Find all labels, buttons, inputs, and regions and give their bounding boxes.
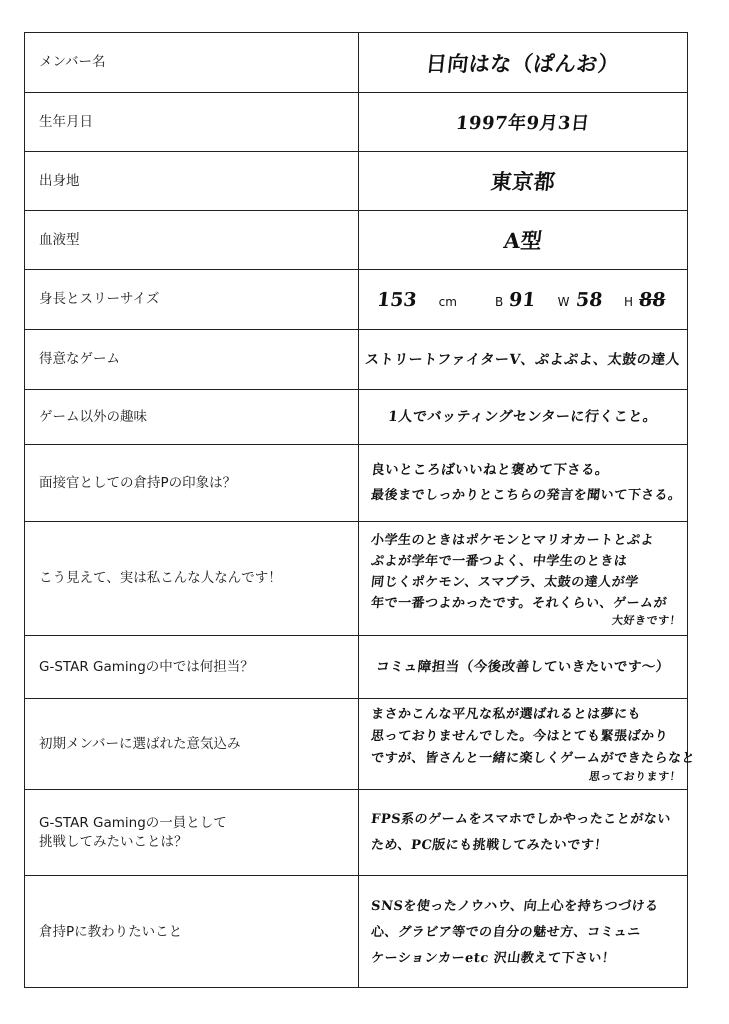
label-hobby: ゲーム以外の趣味	[39, 408, 147, 425]
answer-birthday	[365, 93, 681, 151]
enthusiasm-line-4: 思っております！	[588, 770, 682, 783]
handwritten-role: コミュ障担当（今後改善していきたいです～）	[375, 659, 671, 675]
row-measurements	[25, 269, 687, 329]
row-birthday	[25, 92, 687, 151]
handwritten-favorite-games: ストリートファイターV、ぷよぷよ、太鼓の達人	[364, 351, 682, 368]
bust-label: B	[494, 294, 504, 309]
waist-value: 58	[574, 288, 604, 311]
learn-line-3: ケーションカーetc 沢山教えて下さい！	[370, 950, 617, 966]
handwritten-hometown: 東京都	[489, 169, 557, 194]
label-blood-type: 血液型	[39, 231, 80, 248]
answer-hometown	[365, 152, 681, 210]
answer-impression	[365, 445, 681, 521]
row-hobby	[25, 389, 687, 444]
label-true-self: こう見えて、実は私こんな人なんです！	[39, 570, 282, 587]
impression-line-1: 良いところばいいねと褒めて下さる。	[370, 462, 610, 478]
label-member-name: メンバー名	[39, 54, 106, 71]
label-want-to-learn: 倉持Pに教わりたいこと	[39, 924, 183, 941]
answer-measurements	[365, 270, 681, 329]
row-enthusiasm	[25, 698, 696, 789]
impression-line-2: 最後までしっかりとこちらの発言を聞いて下さる。	[370, 488, 683, 503]
handwritten-blood-type: A型	[502, 228, 544, 253]
true-self-line-2: ぷよが学年で一番つよく、中学生のときは	[370, 553, 629, 569]
true-self-line-5: 大好きです！	[611, 613, 682, 627]
row-challenge	[25, 789, 687, 875]
learn-line-2: 心、グラビア等での自分の魅せ方、コミュニ	[370, 924, 642, 940]
label-favorite-games: 得意なゲーム	[39, 351, 120, 368]
true-self-line-3: 同じくポケモン、スマブラ、太鼓の達人が学	[370, 574, 640, 590]
row-impression	[25, 444, 687, 521]
answer-true-self	[365, 522, 681, 635]
challenge-line-1: FPS系のゲームをスマホでしかやったことがない	[370, 811, 672, 827]
answer-enthusiasm	[365, 699, 696, 789]
answer-challenge	[365, 790, 681, 875]
bust-value: 91	[508, 288, 537, 311]
true-self-line-4: 年で一番つよかったです。それくらい、ゲームが	[370, 595, 668, 611]
label-enthusiasm: 初期メンバーに選ばれた意気込み	[39, 735, 241, 752]
handwritten-birthday: 1997年9月3日	[454, 113, 591, 134]
row-member-name	[25, 33, 687, 92]
answer-want-to-learn	[365, 876, 681, 989]
waist-label: W	[557, 294, 570, 309]
handwritten-name: 日向はな（ぱんお）	[424, 50, 622, 76]
enthusiasm-line-3: ですが、皆さんと一緒に楽しくゲームができたらなと	[370, 751, 696, 766]
answer-favorite-games	[365, 330, 681, 389]
profile-form	[24, 32, 696, 988]
label-measurements: 身長とスリーサイズ	[39, 291, 160, 308]
answer-hobby	[365, 390, 681, 444]
height-value: 153	[375, 288, 418, 311]
row-favorite-games	[25, 329, 687, 389]
row-blood-type	[25, 210, 687, 269]
hip-label: H	[623, 294, 634, 309]
hip-value: 88	[637, 288, 667, 311]
label-challenge-text: G-STAR Gamingの一員として 挑戦してみたいことは？	[39, 815, 227, 850]
answer-role	[365, 636, 681, 698]
label-birthday: 生年月日	[39, 113, 93, 130]
row-want-to-learn	[25, 875, 687, 989]
label-challenge	[39, 790, 344, 875]
row-true-self	[25, 521, 687, 635]
answer-blood-type	[365, 211, 681, 269]
true-self-line-1: 小学生のときはポケモンとマリオカートとぷよ	[370, 532, 655, 548]
row-hometown	[25, 151, 687, 210]
challenge-line-2: ため、PC版にも挑戦してみたいです！	[370, 837, 609, 853]
enthusiasm-line-2: 思っておりませんでした。今はとても緊張ばかり	[370, 729, 669, 744]
row-role	[25, 635, 687, 698]
handwritten-hobby: 1人でバッティングセンターに行くこと。	[387, 409, 659, 425]
learn-line-1: SNSを使ったノウハウ、向上心を持ちつづける	[370, 898, 660, 914]
height-unit: cm	[438, 294, 457, 309]
answer-member-name	[365, 33, 681, 92]
label-role: G-STAR Gamingの中では何担当？	[39, 658, 254, 675]
label-hometown: 出身地	[39, 172, 80, 189]
label-impression: 面接官としての倉持Pの印象は？	[39, 474, 237, 491]
enthusiasm-line-1: まさかこんな平凡な私が選ばれるとは夢にも	[370, 707, 642, 722]
measurements-line	[377, 289, 681, 311]
